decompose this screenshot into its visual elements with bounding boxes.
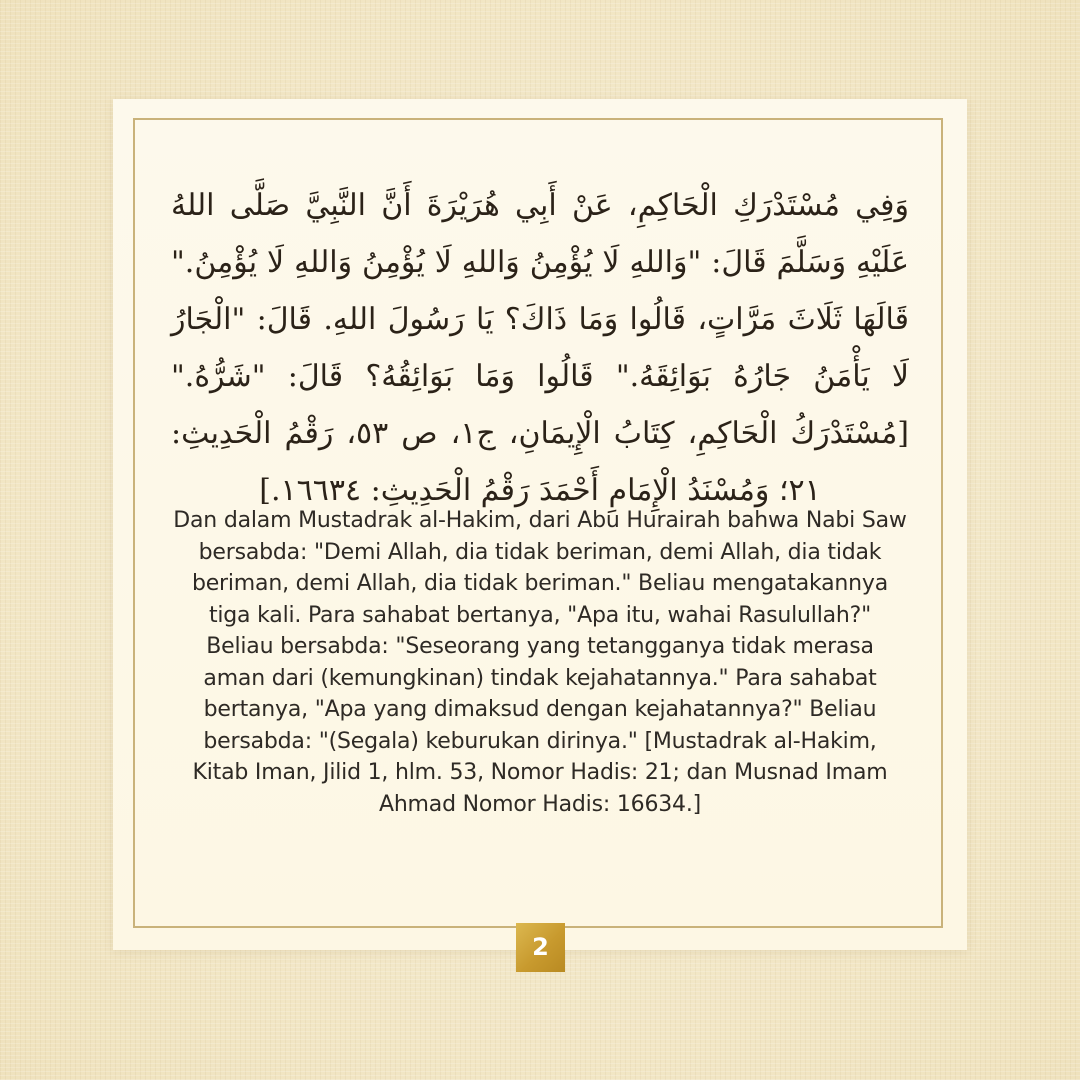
arabic-hadith-text: وَفِي مُسْتَدْرَكِ الْحَاكِمِ، عَنْ أَبِي هُرَيْرَةَ أَنَّ النَّبِيَّ صَلَّى اللهُ عَلَيْهِ وَسَلَّمَ قَالَ: "وَاللهِ لَا يُؤْمِنُ وَاللهِ لَا يُؤْمِنُ وَاللهِ لَا يُؤْمِنُ." قَالَهَا ثَلَاثَ مَرَّاتٍ، قَالُوا وَمَا ذَاكَ؟ يَا رَسُولَ اللهِ. قَالَ: "الْجَارُ لَا يَأْمَنُ جَارُهُ بَوَائِقَهُ." قَالُوا وَمَا بَوَائِقُهُ؟ قَالَ: "شَرُّهُ." [مُسْتَدْرَكُ الْحَاكِمِ، كِتَابُ الْإِيمَانِ، ج١، ص ٥٣، رَقْمُ الْحَدِيثِ: ٢١؛ وَمُسْنَدُ الْإِمَامِ أَحْمَدَ رَقْمُ الْحَدِيثِ: ١٦٦٣٤.] <box>171 188 910 508</box>
page-number-badge: 2 <box>516 923 565 972</box>
content-card <box>113 99 967 950</box>
translation-text: Dan dalam Mustadrak al-Hakim, dari Abu Hurairah bahwa Nabi Saw bersabda: "Demi Allah, dia tidak beriman, demi Allah, dia tidak beriman, demi Allah, dia tidak beriman." Beliau mengatakannya tiga kali. Para sahabat bertanya, "Apa itu, wahai Rasulullah?" Beliau bersabda: "Seseorang yang tetangganya tidak merasa aman dari (kemungkinan) tindak kejahatannya." Para sahabat bertanya, "Apa yang dimaksud dengan kejahatannya?" Beliau bersabda: "(Segala) keburukan dirinya." [Mustadrak al-Hakim, Kitab Iman, Jilid 1, hlm. 53, Nomor Hadis: 21; dan Musnad Imam Ahmad Nomor Hadis: 16634.] <box>173 508 907 817</box>
